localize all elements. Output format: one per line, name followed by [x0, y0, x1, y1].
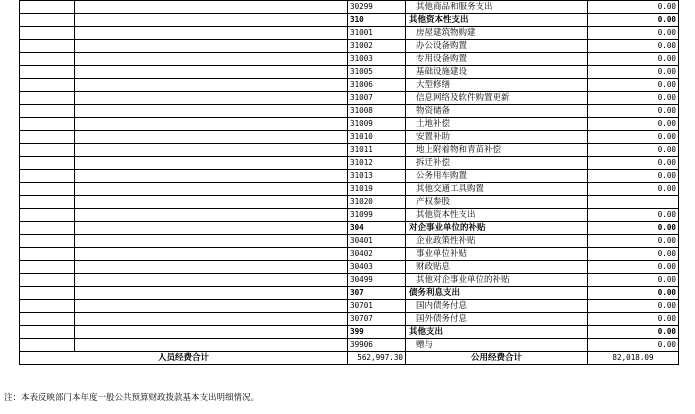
blank-cell: [20, 27, 75, 40]
table-row: [20, 14, 679, 27]
blank-cell: [75, 92, 348, 105]
economic-class-code: 31002: [348, 40, 406, 53]
amount-cell: 0.00: [588, 131, 679, 144]
blank-cell: [20, 118, 75, 131]
economic-class-code: 31007: [348, 92, 406, 105]
economic-class-code: 31099: [348, 209, 406, 222]
amount-cell: 0.00: [588, 209, 679, 222]
blank-cell: [20, 326, 75, 339]
economic-class-code: 31011: [348, 144, 406, 157]
blank-cell: [20, 248, 75, 261]
table-row: [20, 274, 679, 287]
economic-class-code: 31020: [348, 196, 406, 209]
table-row: [20, 326, 679, 339]
public-total-amount: 82,018.09: [588, 352, 679, 365]
blank-cell: [75, 287, 348, 300]
blank-cell: [20, 235, 75, 248]
amount-cell: 0.00: [588, 66, 679, 79]
amount-cell: 0.00: [588, 53, 679, 66]
blank-cell: [20, 40, 75, 53]
economic-class-name: 拆迁补偿: [406, 157, 588, 170]
blank-cell: [20, 274, 75, 287]
economic-class-code: 30402: [348, 248, 406, 261]
blank-cell: [20, 14, 75, 27]
table-row: [20, 248, 679, 261]
blank-cell: [75, 66, 348, 79]
economic-class-code: 30707: [348, 313, 406, 326]
economic-class-name: 信息网络及软件购置更新: [406, 92, 588, 105]
economic-class-code: 31019: [348, 183, 406, 196]
blank-cell: [75, 14, 348, 27]
blank-cell: [75, 339, 348, 352]
economic-class-code: 39906: [348, 339, 406, 352]
economic-class-code: 30701: [348, 300, 406, 313]
table-row: [20, 1, 679, 14]
table-row: [20, 287, 679, 300]
economic-class-name: 财政贴息: [406, 261, 588, 274]
economic-class-name: 办公设备购置: [406, 40, 588, 53]
amount-cell: 0.00: [588, 118, 679, 131]
table-row: [20, 131, 679, 144]
economic-class-name: 物资储备: [406, 105, 588, 118]
blank-cell: [20, 157, 75, 170]
blank-cell: [75, 118, 348, 131]
blank-cell: [75, 1, 348, 14]
table-row: [20, 339, 679, 352]
economic-class-code: 307: [348, 287, 406, 300]
amount-cell: 0.00: [588, 222, 679, 235]
economic-class-code: 31010: [348, 131, 406, 144]
table-row: [20, 118, 679, 131]
table-body: [20, 1, 679, 352]
table-row: [20, 300, 679, 313]
blank-cell: [75, 235, 348, 248]
totals-row: [20, 352, 679, 365]
table-row: [20, 209, 679, 222]
blank-cell: [20, 105, 75, 118]
table-row: [20, 40, 679, 53]
economic-class-code: 31013: [348, 170, 406, 183]
amount-cell: 0.00: [588, 287, 679, 300]
economic-class-code: 31005: [348, 66, 406, 79]
basic-expense-detail-table: [19, 0, 679, 365]
blank-cell: [75, 27, 348, 40]
personnel-total-amount: 562,997.30: [348, 352, 406, 365]
table-row: [20, 170, 679, 183]
blank-cell: [75, 196, 348, 209]
table-row: [20, 144, 679, 157]
economic-class-name: 基础设施建设: [406, 66, 588, 79]
amount-cell: 0.00: [588, 261, 679, 274]
economic-class-name: 国外债务付息: [406, 313, 588, 326]
economic-class-name: 专用设备购置: [406, 53, 588, 66]
economic-class-code: 30299: [348, 1, 406, 14]
amount-cell: 0.00: [588, 326, 679, 339]
blank-cell: [75, 144, 348, 157]
public-total-label: 公用经费合计: [406, 352, 588, 365]
expense-table-wrap: [19, 0, 679, 365]
blank-cell: [75, 40, 348, 53]
amount-cell: 0.00: [588, 79, 679, 92]
amount-cell: 0.00: [588, 1, 679, 14]
blank-cell: [75, 313, 348, 326]
table-row: [20, 313, 679, 326]
blank-cell: [20, 196, 75, 209]
blank-cell: [20, 339, 75, 352]
amount-cell: 0.00: [588, 27, 679, 40]
amount-cell: 0.00: [588, 313, 679, 326]
economic-class-name: 事业单位补贴: [406, 248, 588, 261]
economic-class-name: 其他交通工具购置: [406, 183, 588, 196]
blank-cell: [20, 183, 75, 196]
blank-cell: [20, 222, 75, 235]
economic-class-name: 对企事业单位的补贴: [406, 222, 588, 235]
amount-cell: [588, 196, 679, 209]
amount-cell: 0.00: [588, 170, 679, 183]
table-row: [20, 157, 679, 170]
blank-cell: [75, 248, 348, 261]
amount-cell: 0.00: [588, 14, 679, 27]
blank-cell: [20, 313, 75, 326]
amount-cell: 0.00: [588, 339, 679, 352]
blank-cell: [75, 105, 348, 118]
economic-class-name: 土地补偿: [406, 118, 588, 131]
blank-cell: [75, 209, 348, 222]
economic-class-code: 31003: [348, 53, 406, 66]
economic-class-name: 其他支出: [406, 326, 588, 339]
blank-cell: [20, 209, 75, 222]
economic-class-code: 30403: [348, 261, 406, 274]
blank-cell: [20, 287, 75, 300]
blank-cell: [75, 131, 348, 144]
table-row: [20, 222, 679, 235]
blank-cell: [75, 53, 348, 66]
table-row: [20, 196, 679, 209]
blank-cell: [75, 261, 348, 274]
economic-class-name: 公务用车购置: [406, 170, 588, 183]
blank-cell: [20, 261, 75, 274]
table-row: [20, 261, 679, 274]
table-footnote: 注：本表反映部门本年度一般公共预算财政拨款基本支出明细情况。: [4, 393, 260, 403]
economic-class-name: 其他资本性支出: [406, 14, 588, 27]
economic-class-name: 企业政策性补贴: [406, 235, 588, 248]
amount-cell: 0.00: [588, 235, 679, 248]
amount-cell: 0.00: [588, 274, 679, 287]
blank-cell: [75, 326, 348, 339]
blank-cell: [20, 144, 75, 157]
blank-cell: [20, 79, 75, 92]
economic-class-name: 国内债务付息: [406, 300, 588, 313]
blank-cell: [20, 66, 75, 79]
blank-cell: [20, 1, 75, 14]
economic-class-code: 31001: [348, 27, 406, 40]
economic-class-name: 其他资本性支出: [406, 209, 588, 222]
blank-cell: [75, 222, 348, 235]
table-row: [20, 183, 679, 196]
economic-class-code: 310: [348, 14, 406, 27]
economic-class-name: 地上附着物和青苗补偿: [406, 144, 588, 157]
table-row: [20, 79, 679, 92]
economic-class-code: 304: [348, 222, 406, 235]
amount-cell: 0.00: [588, 248, 679, 261]
economic-class-name: 债务利息支出: [406, 287, 588, 300]
table-row: [20, 66, 679, 79]
economic-class-code: 399: [348, 326, 406, 339]
economic-class-name: 赠与: [406, 339, 588, 352]
blank-cell: [20, 53, 75, 66]
economic-class-code: 30499: [348, 274, 406, 287]
blank-cell: [75, 170, 348, 183]
table-row: [20, 53, 679, 66]
economic-class-code: 31009: [348, 118, 406, 131]
blank-cell: [75, 79, 348, 92]
blank-cell: [75, 300, 348, 313]
amount-cell: 0.00: [588, 40, 679, 53]
amount-cell: 0.00: [588, 92, 679, 105]
economic-class-name: 大型修缮: [406, 79, 588, 92]
blank-cell: [20, 92, 75, 105]
blank-cell: [75, 157, 348, 170]
economic-class-name: 其他对企事业单位的补贴: [406, 274, 588, 287]
blank-cell: [75, 274, 348, 287]
blank-cell: [20, 300, 75, 313]
economic-class-code: 31008: [348, 105, 406, 118]
amount-cell: 0.00: [588, 105, 679, 118]
table-row: [20, 105, 679, 118]
personnel-total-label: 人员经费合计: [20, 352, 348, 365]
economic-class-name: 其他商品和服务支出: [406, 1, 588, 14]
amount-cell: 0.00: [588, 183, 679, 196]
table-row: [20, 92, 679, 105]
amount-cell: 0.00: [588, 144, 679, 157]
economic-class-code: 31006: [348, 79, 406, 92]
blank-cell: [20, 170, 75, 183]
table-row: [20, 27, 679, 40]
blank-cell: [75, 183, 348, 196]
amount-cell: 0.00: [588, 300, 679, 313]
economic-class-name: 房屋建筑物购建: [406, 27, 588, 40]
amount-cell: 0.00: [588, 157, 679, 170]
economic-class-code: 31012: [348, 157, 406, 170]
economic-class-code: 30401: [348, 235, 406, 248]
blank-cell: [20, 131, 75, 144]
economic-class-name: 产权参股: [406, 196, 588, 209]
table-row: [20, 235, 679, 248]
economic-class-name: 安置补助: [406, 131, 588, 144]
